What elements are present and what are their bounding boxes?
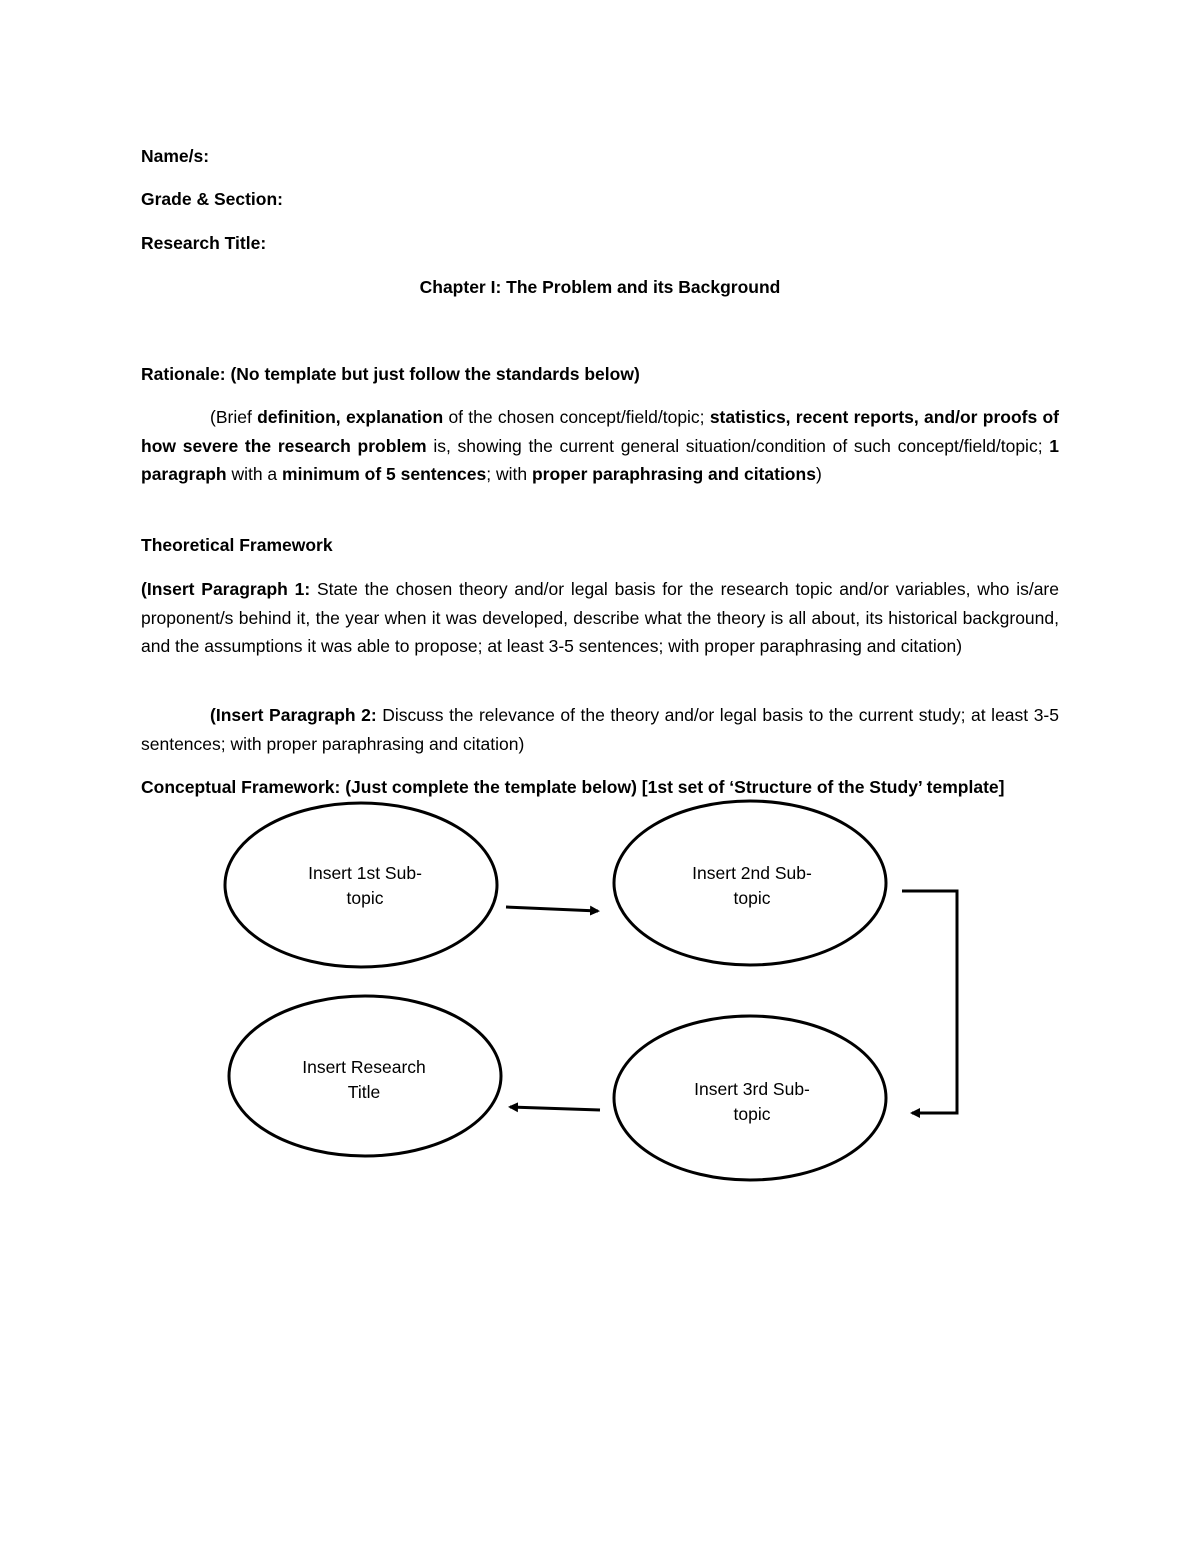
arrow-3-to-title: [510, 1107, 600, 1110]
rationale-heading: Rationale: (No template but just follow the standards below): [141, 364, 640, 384]
chapter-title: Chapter I: The Problem and its Background: [419, 277, 781, 297]
bubble-subtopic-2-label: Insert 2nd Sub- topic: [692, 863, 812, 908]
bubble-subtopic-3-label: Insert 3rd Sub- topic: [694, 1079, 810, 1124]
rationale-paragraph: (Brief definition, explanation of the chosen concept/field/topic; statistics, recent reports, and/or proofs of how severe the research problem is, showing the current general situation/condition of such concept/field/topic; 1 paragraph with a minimum of 5 sentences; with proper paraphrasing and citations): [141, 407, 1060, 484]
theoretical-paragraph-1: (Insert Paragraph 1: State the chosen theory and/or legal basis for the research topic and/or variables, who is/are proponent/s behind it, the year when it was developed, describe what the theory is all about, its historical background, and the assumptions it was able to propose; at least 3-5 sentences; with proper paraphrasing and citation): [141, 579, 1059, 656]
research-title-label: Research Title:: [141, 233, 267, 253]
theoretical-framework-heading: Theoretical Framework: [141, 535, 333, 555]
name-label: Name/s:: [141, 146, 210, 166]
arrow-1-to-2: [506, 907, 598, 911]
bubble-subtopic-1-label: Insert 1st Sub- topic: [308, 863, 422, 908]
bubble-research-title-label: Insert Research Title: [302, 1057, 426, 1102]
connector-2-to-3: [902, 891, 957, 1113]
conceptual-framework-heading: Conceptual Framework: (Just complete the template below) [1st set of ‘Structure of the Study’ template]: [141, 777, 1005, 797]
grade-section-label: Grade & Section:: [141, 189, 283, 209]
theoretical-paragraph-2: (Insert Paragraph 2: Discuss the relevance of the theory and/or legal basis to the current study; at least 3-5 sentences; with proper paraphrasing and citation): [141, 705, 1059, 754]
